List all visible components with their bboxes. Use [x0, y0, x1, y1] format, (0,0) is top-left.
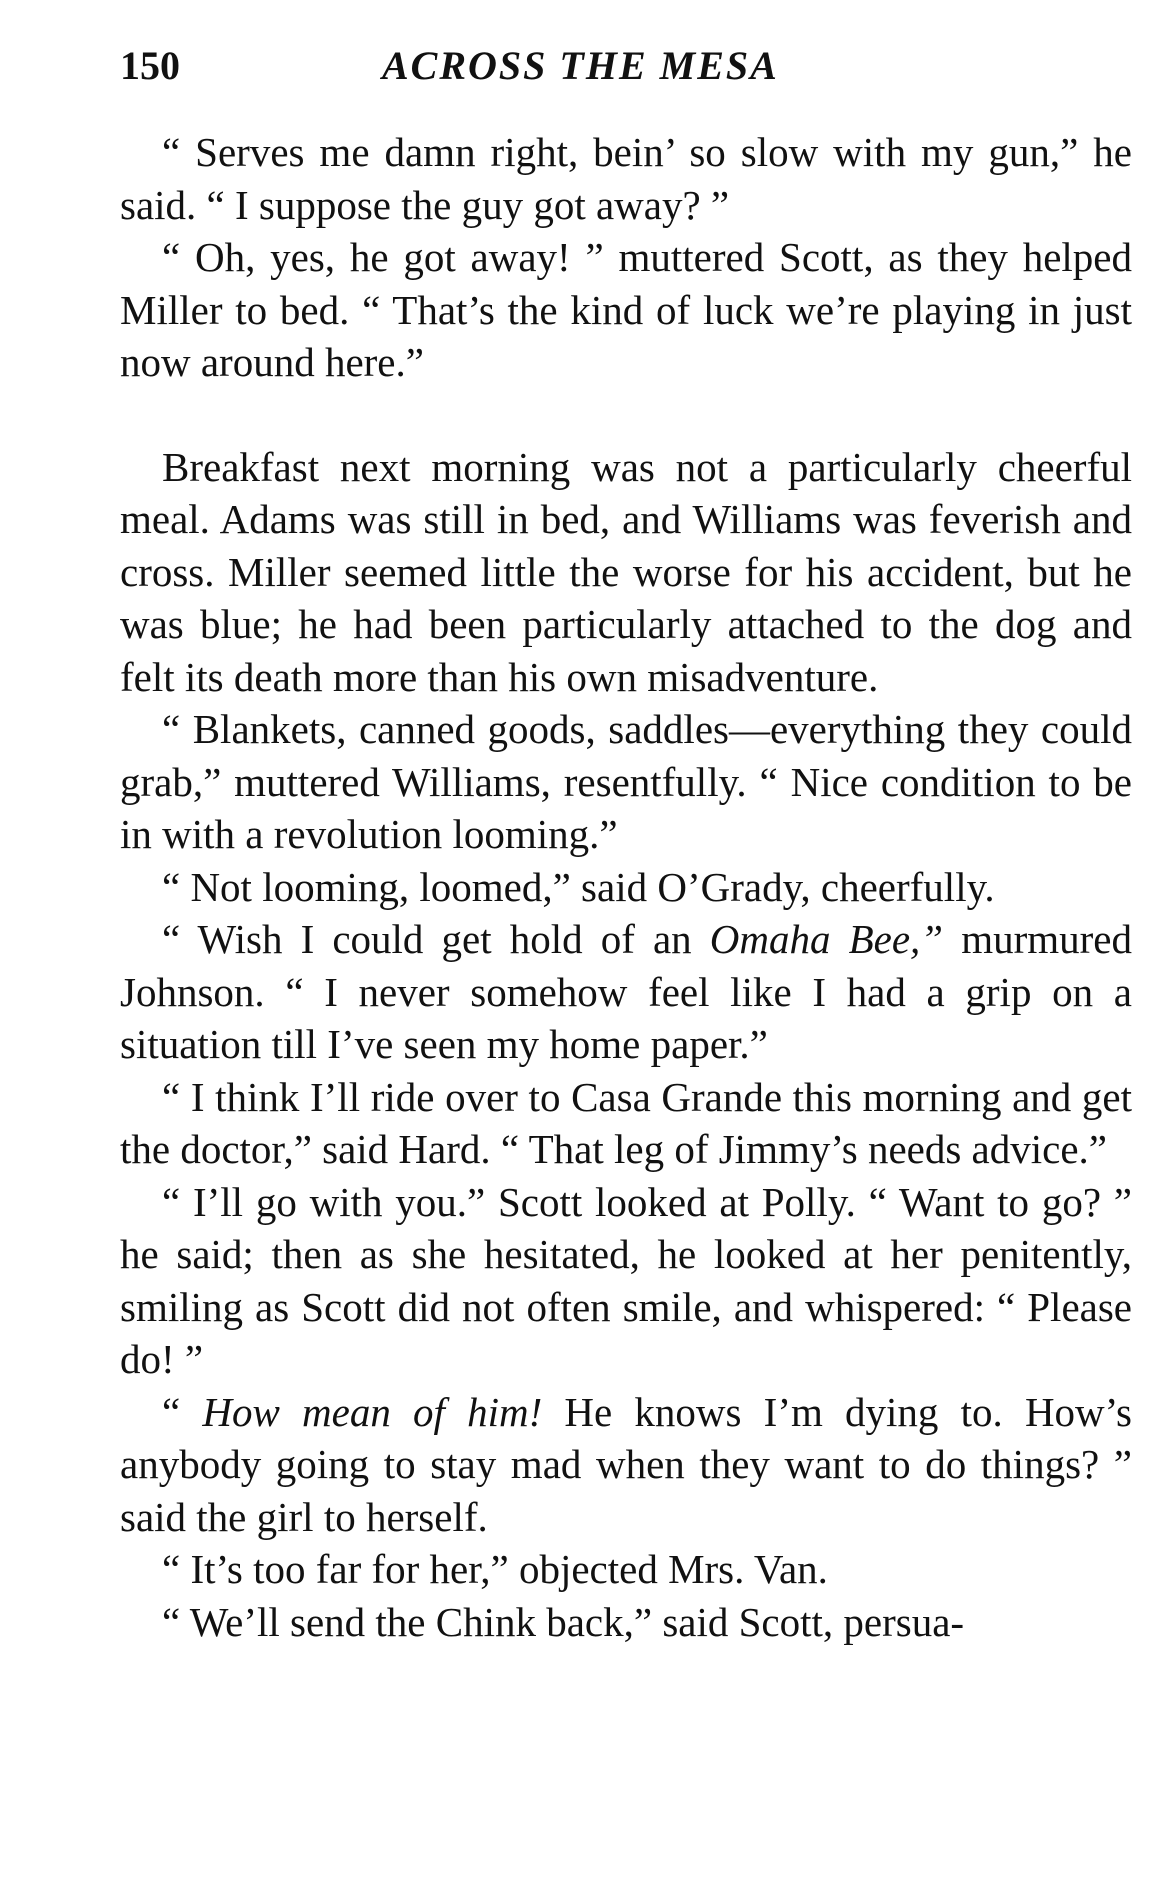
paragraph: “ We’ll send the Chink back,” said Scott, persua-	[162, 1598, 965, 1645]
paragraph: “ Serves me damn right, bein’ so slow with my gun,” he said. “ I suppose the guy got away? ”	[120, 129, 1132, 228]
paragraph	[120, 1386, 1132, 1544]
italic-text: Omaha Bee,”	[709, 916, 944, 962]
page-header	[120, 42, 1130, 102]
text-run: He knows I’m dying to. How’s anybody going to stay mad when they want to do things? ” said the girl to herself.	[120, 1388, 1133, 1540]
paragraph	[120, 913, 1132, 1071]
paragraph: Breakfast next morning was not a particularly cheerful meal. Adams was still in bed, and Williams was feverish and cross. Miller seemed little the worse for his accident, but he was blue; he had been particularly attached to the dog and felt its death more than his own misadventure.	[120, 443, 1132, 700]
text-run: murmured Johnson. “ I never somehow feel like I had a grip on a situation till I’ve seen my home paper.”	[120, 916, 1133, 1067]
paragraph: “ It’s too far for her,” objected Mrs. Van.	[162, 1546, 828, 1592]
paragraph: “ Not looming, loomed,” said O’Grady, cheerfully.	[162, 863, 995, 910]
italic-text: How mean of him!	[202, 1388, 543, 1435]
body-text	[120, 126, 1132, 1648]
paragraph: “ Blankets, canned goods, saddles—everything they could grab,” muttered Williams, resentfully. “ Nice condition to be in with a revolution looming.”	[120, 706, 1132, 857]
text-run: “ Wish I could get hold of an	[162, 916, 710, 962]
page-number: 150	[120, 43, 180, 88]
running-title: ACROSS THE MESA	[382, 43, 779, 88]
paragraph: “ Oh, yes, he got away! ” muttered Scott, as they helped Miller to bed. “ That’s the kind of luck we’re playing in just now around here.”	[120, 234, 1132, 385]
paragraph: “ I’ll go with you.” Scott looked at Polly. “ Want to go? ” he said; then as she hesitated, he looked at her penitently, smiling as Scott did not often smile, and whispered: “ Please do! ”	[120, 1178, 1132, 1382]
text-run: “	[162, 1388, 203, 1435]
paragraph: “ I think I’ll ride over to Casa Grande this morning and get the doctor,” said Hard. “ That leg of Jimmy’s needs advice.”	[120, 1073, 1132, 1172]
